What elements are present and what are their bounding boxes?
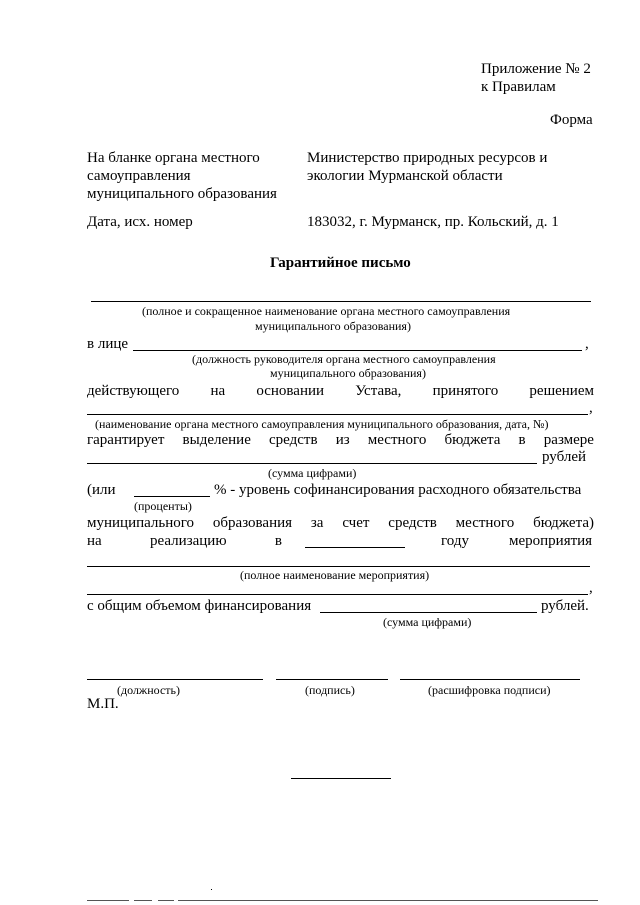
position-line	[87, 679, 263, 680]
impl-word: в	[274, 533, 282, 549]
comma-3: ,	[589, 580, 593, 596]
rubles-label: рублей	[542, 449, 587, 465]
hint-signature: (подпись)	[305, 683, 355, 697]
municipal-word: счет	[342, 515, 370, 531]
acting-word: основании	[256, 383, 325, 399]
event-name-line	[87, 566, 590, 567]
guarantee-word: размере	[543, 432, 594, 448]
recipient-line-1: Министерство природных ресурсов и	[307, 150, 548, 166]
appendix-rules: к Правилам	[481, 79, 556, 95]
acting-word: принятого	[432, 383, 499, 399]
comma-1: ,	[585, 336, 589, 352]
rubles-end-label: рублей.	[541, 598, 589, 614]
scan-artifact-line	[178, 900, 598, 901]
signature-line	[276, 679, 388, 680]
hint-decode: (расшифровка подписи)	[428, 683, 551, 697]
guarantee-word: из	[335, 432, 350, 448]
recipient-address: 183032, г. Мурманск, пр. Кольский, д. 1	[307, 214, 559, 230]
impl-row	[87, 534, 282, 549]
acting-word: на	[210, 383, 226, 399]
guarantee-word: выделение	[182, 432, 251, 448]
municipal-word: за	[310, 515, 324, 531]
municipal-word: образования	[212, 515, 293, 531]
hint-position: (должность)	[117, 683, 180, 697]
appendix-number: Приложение № 2	[481, 61, 591, 77]
year-line	[305, 547, 405, 548]
hint-event: (полное наименование мероприятия)	[240, 568, 430, 582]
impl-word: на	[87, 533, 102, 549]
municipal-word: местного	[455, 515, 515, 531]
head-position-line	[133, 350, 582, 351]
percent-text: % - уровень софинансирования расходного обязательства	[214, 482, 582, 498]
municipal-word: бюджета)	[533, 515, 594, 531]
comma-2: ,	[589, 400, 593, 416]
impl-word: реализацию	[150, 533, 227, 549]
event-label: мероприятия	[509, 533, 593, 549]
sender-date: Дата, исх. номер	[87, 214, 193, 230]
guarantee-word: гарантирует	[87, 432, 165, 448]
hint-head-2: муниципального образования)	[270, 366, 426, 380]
hint-sum: (сумма цифрами)	[268, 466, 357, 480]
sender-line-3: муниципального образования	[87, 186, 277, 202]
closing-separator	[291, 778, 391, 779]
total-financing-label: с общим объемом финансирования	[87, 598, 312, 614]
acting-word: решением	[529, 383, 594, 399]
decision-line	[87, 414, 588, 415]
org-name-line	[91, 301, 591, 302]
guarantee-word: в	[518, 432, 526, 448]
document-title: Гарантийное письмо	[270, 255, 411, 271]
acting-row	[87, 384, 594, 399]
in-person-label: в лице	[87, 336, 129, 352]
acting-word: действующего	[87, 383, 180, 399]
hint-head-1: (должность руководителя органа местного самоуправления	[192, 352, 496, 366]
form-label: Форма	[550, 112, 593, 128]
hint-percent: (проценты)	[134, 499, 192, 513]
decode-line	[400, 679, 580, 680]
sum-line	[87, 463, 537, 464]
hint-sum-2: (сумма цифрами)	[383, 615, 472, 629]
hint-org-2: муниципального образования)	[255, 319, 411, 333]
municipal-word: муниципального	[87, 515, 195, 531]
guarantee-word: бюджета	[444, 432, 501, 448]
scan-artifact-line	[158, 900, 174, 901]
percent-line	[134, 496, 210, 497]
scan-dot	[211, 889, 212, 890]
stamp-label: М.П.	[87, 696, 119, 712]
guarantee-row	[87, 433, 594, 448]
hint-org-1: (полное и сокращенное наименование органа местного самоуправления	[142, 304, 511, 318]
sender-line-2: самоуправления	[87, 168, 191, 184]
year-label: году	[441, 533, 469, 549]
total-sum-line	[320, 612, 537, 613]
sender-line-1: На бланке органа местного	[87, 150, 260, 166]
guarantee-word: средств	[269, 432, 318, 448]
recipient-line-2: экологии Мурманской области	[307, 168, 503, 184]
event-name-line-2	[87, 594, 588, 595]
municipal-word: средств	[388, 515, 437, 531]
guarantee-word: местного	[367, 432, 427, 448]
scan-artifact-line	[87, 900, 129, 901]
acting-word: Устава,	[355, 383, 402, 399]
hint-decision: (наименование органа местного самоуправления муниципального образования, дата, №)	[95, 417, 549, 431]
municipal-row	[87, 516, 594, 531]
or-label: (или	[87, 482, 116, 498]
scan-artifact-line	[134, 900, 152, 901]
